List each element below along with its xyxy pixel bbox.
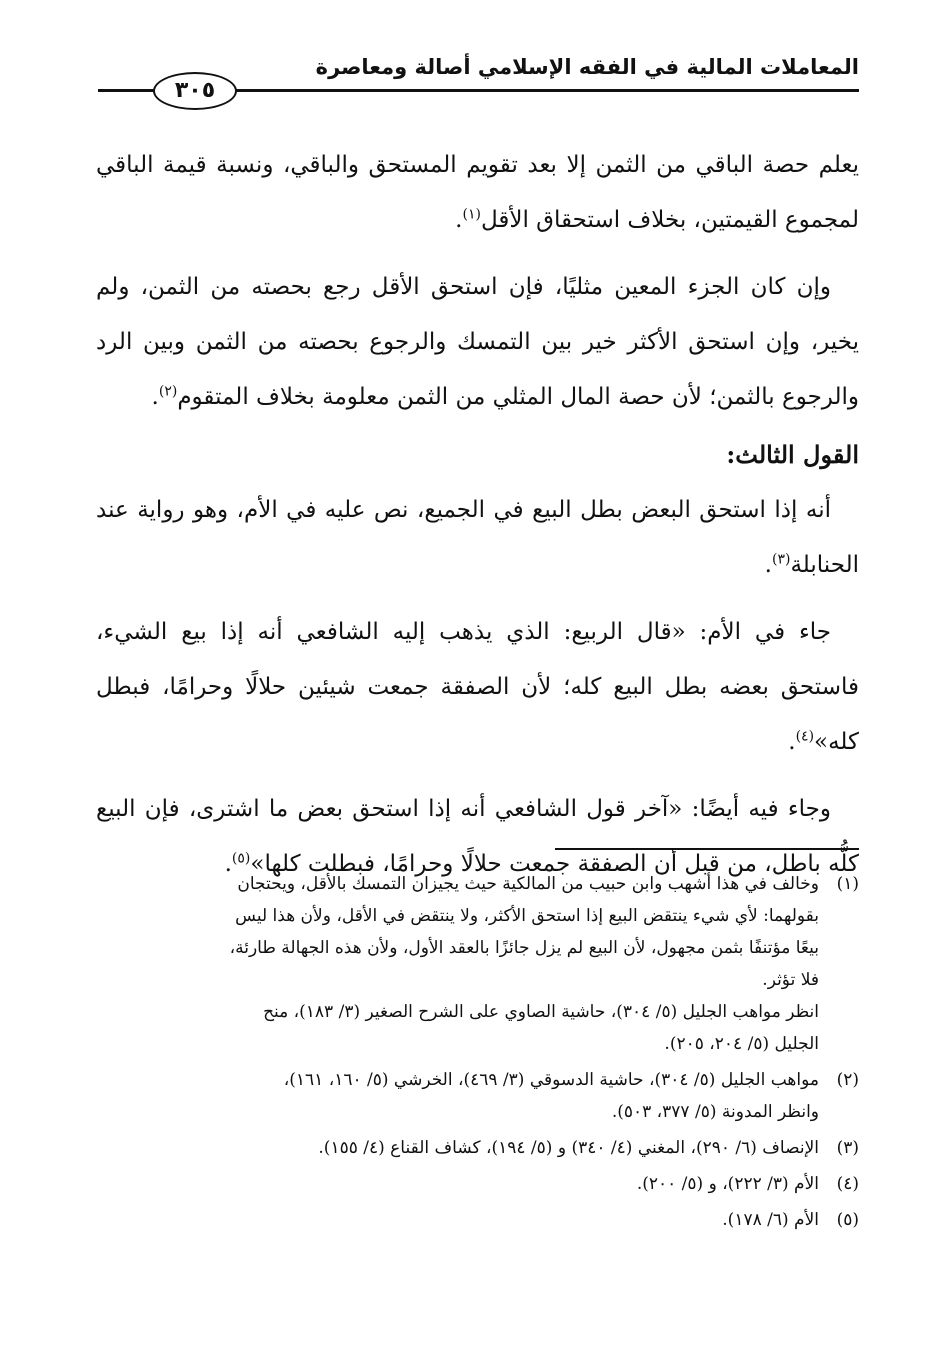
footnote-5 — [96, 1204, 859, 1236]
paragraph-text: وجاء فيه أيضًا: «آخر قول الشافعي أنه إذا استحق بعض ما اشترى، فإن البيع كلُّه باطل، من قبل أن الصفقة جمعت حلالًا وحرامًا، فبطلت كلها» — [96, 796, 859, 877]
footnote-line: وانظر المدونة (٥/ ٣٧٧، ٥٠٣). — [611, 1102, 819, 1122]
footnote-line: فلا تؤثر. — [762, 970, 819, 990]
footnote-line: انظر مواهب الجليل (٥/ ٣٠٤)، حاشية الصاوي على الشرح الصغير (٣/ ١٨٣)، منح — [263, 1002, 819, 1022]
footnote-text — [96, 1204, 819, 1236]
footnote-separator — [555, 848, 859, 850]
footnote-line: الجليل (٥/ ٢٠٤، ٢٠٥). — [664, 1034, 819, 1054]
paragraph-text: وإن كان الجزء المعين مثليًا، فإن استحق الأقل رجع بحصته من الثمن، ولم يخير، وإن استحق الأكثر خير بين التمسك والرجوع بحصته من الثمن وبين الرد والرجوع بالثمن؛ لأن حصة المال المثلي من الثمن معلومة بخلاف المتقوم — [96, 274, 859, 410]
footnote-ref-5: (٥) — [231, 850, 251, 867]
footnote-number: (٤) — [836, 1174, 859, 1194]
paragraph-4 — [96, 605, 859, 770]
paragraph-end: . — [764, 552, 772, 578]
footnote-text — [96, 1064, 819, 1128]
footnote-ref-1: (١) — [462, 206, 481, 223]
paragraph-text: جاء في الأم: «قال الربيع: الذي يذهب إليه الشافعي أنه إذا بيع الشيء، فاستحق بعضه بطل البيع كله؛ لأن الصفقة جمعت شيئين حلالًا وحرامًا، فبطل كله» — [96, 619, 859, 755]
footnote-2 — [96, 1064, 859, 1128]
footnote-ref-3: (٣) — [771, 551, 791, 568]
footnote-text — [96, 868, 819, 1060]
running-title: المعاملات المالية في الفقه الإسلامي أصالة ومعاصرة — [315, 55, 859, 79]
footnote-4 — [96, 1168, 859, 1200]
footnote-number: (٣) — [836, 1138, 859, 1158]
footnotes — [96, 868, 859, 1240]
paragraph-1 — [96, 138, 859, 248]
footnote-number: (١) — [836, 874, 859, 894]
footnote-ref-4: (٤) — [795, 728, 815, 745]
footnote-line: مواهب الجليل (٥/ ٣٠٤)، حاشية الدسوقي (٣/ ٤٦٩)، الخرشي (٥/ ١٦٠، ١٦١)، — [283, 1070, 819, 1090]
footnote-ref-2: (٢) — [158, 383, 178, 400]
paragraph-text: أنه إذا استحق البعض بطل البيع في الجميع، نص عليه في الأم، وهو رواية عند الحنابلة — [96, 497, 859, 578]
footnote-line: الإنصاف (٦/ ٢٩٠)، المغني (٤/ ٣٤٠) و (٥/ ١٩٤)، كشاف القناع (٤/ ١٥٥). — [318, 1138, 819, 1158]
footnote-number: (٥) — [836, 1210, 859, 1230]
footnote-line: الأم (٦/ ١٧٨). — [722, 1210, 819, 1230]
footnote-text — [96, 1132, 819, 1164]
paragraph-3 — [96, 483, 859, 593]
paragraph-end: . — [788, 729, 796, 755]
paragraph-end: . — [151, 384, 159, 410]
footnote-number: (٢) — [836, 1070, 859, 1090]
footnote-text — [96, 1168, 819, 1200]
footnote-3 — [96, 1132, 859, 1164]
footnote-line: بيعًا مؤتنفًا بثمن مجهول، لأن البيع لم يزل جائزًا بالعقد الأول، ولأن هذه الجهالة طارئة، — [229, 938, 819, 958]
main-text — [96, 138, 859, 904]
section-heading: القول الثالث: — [726, 440, 859, 469]
paragraph-end: . — [224, 851, 232, 877]
paragraph-end: . — [455, 207, 463, 233]
page-number: ٣٠٥ — [153, 72, 237, 110]
footnote-line: وخالف في هذا أشهب وابن حبيب من المالكية حيث يجيزان التمسك بالأقل، ويحتجان — [237, 874, 819, 894]
footnote-line: الأم (٣/ ٢٢٢)، و (٥/ ٢٠٠). — [636, 1174, 819, 1194]
footnote-1 — [96, 868, 859, 1060]
footnote-line: بقولهما: لأي شيء ينتقض البيع إذا استحق الأكثر، ولا ينتقض في الأقل، ولأن هذا ليس — [235, 906, 819, 926]
paragraph-text: يعلم حصة الباقي من الثمن إلا بعد تقويم المستحق والباقي، ونسبة قيمة الباقي لمجموع القيمتين، بخلاف استحقاق الأقل — [96, 152, 859, 233]
paragraph-2 — [96, 260, 859, 425]
